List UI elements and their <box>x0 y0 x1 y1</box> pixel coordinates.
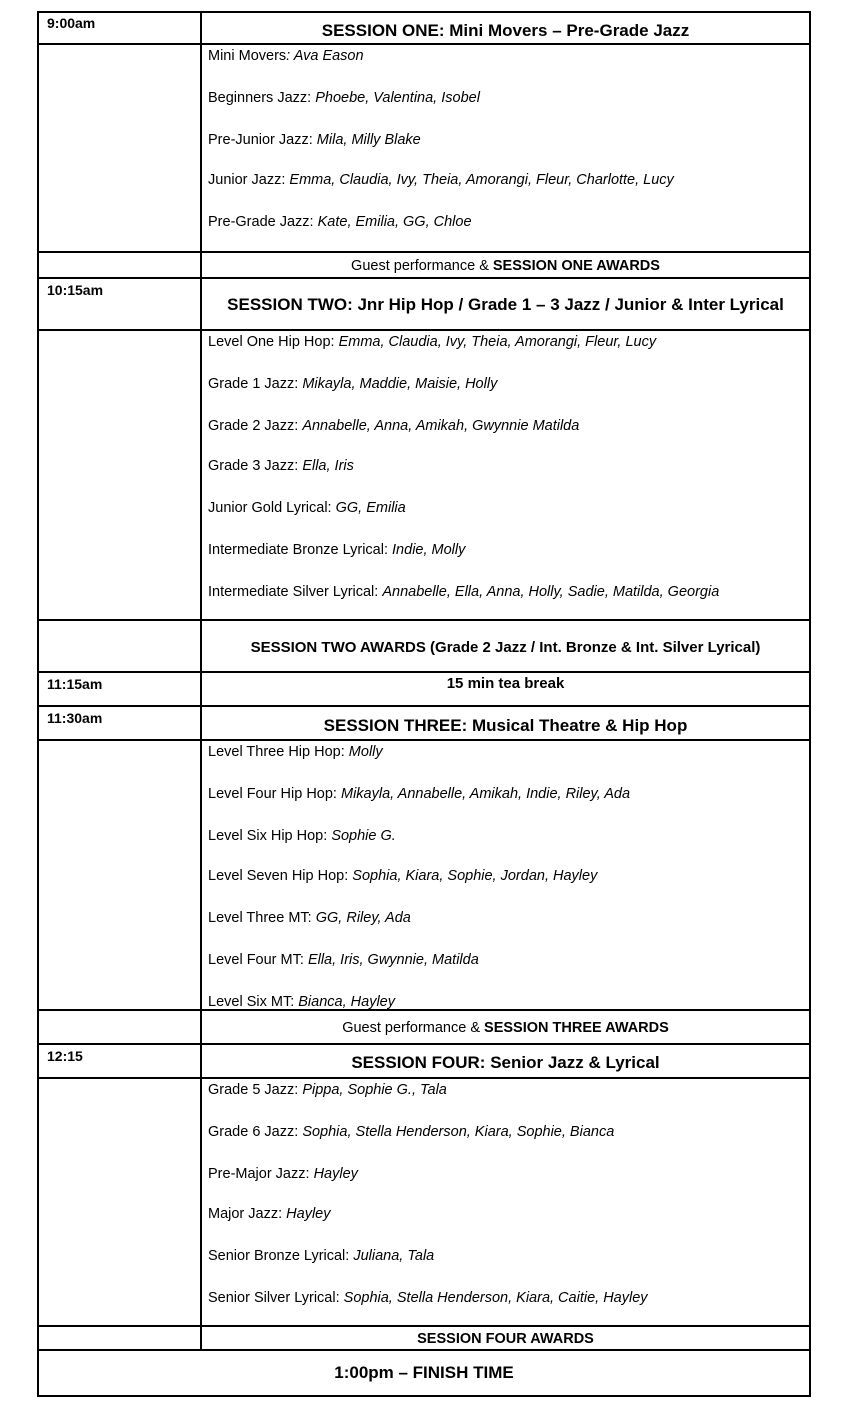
finish-row <box>37 1349 811 1397</box>
session-four-entries-row <box>37 1077 811 1327</box>
awards-cell <box>202 1327 809 1351</box>
title-cell <box>202 1045 809 1079</box>
session-four-title: SESSION FOUR: Senior Jazz & Lyrical <box>351 1053 660 1072</box>
list-item: Level One Hip Hop: Emma, Claudia, Ivy, Theia, Amorangi, Fleur, Lucy <box>208 334 657 350</box>
session-one-awards-row <box>37 251 811 279</box>
time-cell <box>39 1327 202 1351</box>
list-item: Grade 2 Jazz: Annabelle, Anna, Amikah, Gwynnie Matilda <box>208 418 580 434</box>
list-item: Junior Gold Lyrical: GG, Emilia <box>208 500 406 516</box>
list-item: Level Three MT: GG, Riley, Ada <box>208 910 411 926</box>
session-one-title: SESSION ONE: Mini Movers – Pre-Grade Jazz <box>321 20 690 40</box>
session-four-awards-row <box>37 1325 811 1351</box>
list-item: Level Three Hip Hop: Molly <box>208 744 383 760</box>
session-two-time: 10:15am <box>47 282 104 298</box>
list-item: Major Jazz: Hayley <box>208 1206 331 1222</box>
list-item: Junior Jazz: Emma, Claudia, Ivy, Theia, Amorangi, Fleur, Charlotte, Lucy <box>208 172 674 188</box>
session-three-header-row <box>37 705 811 741</box>
list-item: Intermediate Bronze Lyrical: Indie, Molly <box>208 542 466 558</box>
session-three-awards: Guest performance & SESSION THREE AWARDS <box>342 1020 669 1036</box>
list-item: Level Four MT: Ella, Iris, Gwynnie, Matilda <box>208 952 479 968</box>
list-item: Pre-Junior Jazz: Mila, Milly Blake <box>208 132 421 148</box>
list-item: Mini Movers: Ava Eason <box>208 48 364 64</box>
session-two-entries-row <box>37 329 811 621</box>
time-cell <box>39 1079 202 1327</box>
awards-cell <box>202 1011 809 1045</box>
list-item: Level Four Hip Hop: Mikayla, Annabelle, Amikah, Indie, Riley, Ada <box>208 786 631 802</box>
session-one-entries-row <box>37 43 811 253</box>
session-three-title: SESSION THREE: Musical Theatre & Hip Hop <box>323 716 688 735</box>
entries-cell <box>202 1079 809 1327</box>
session-four-time: 12:15 <box>47 1048 83 1064</box>
session-one-header-row <box>37 11 811 45</box>
session-three-entries-row <box>37 739 811 1011</box>
list-item: Grade 3 Jazz: Ella, Iris <box>208 458 354 474</box>
time-cell <box>39 13 202 45</box>
title-cell <box>202 279 809 331</box>
list-item: Level Seven Hip Hop: Sophia, Kiara, Sophie, Jordan, Hayley <box>208 868 598 884</box>
list-item: Beginners Jazz: Phoebe, Valentina, Isobel <box>208 90 480 106</box>
session-two-awards-row <box>37 619 811 673</box>
session-one-time: 9:00am <box>47 15 96 31</box>
session-three-time: 11:30am <box>47 710 103 726</box>
finish-time: 1:00pm – FINISH TIME <box>334 1363 514 1382</box>
list-item: Pre-Major Jazz: Hayley <box>208 1166 358 1182</box>
schedule-table <box>37 11 811 1397</box>
time-cell <box>39 741 202 1011</box>
break-cell <box>202 673 809 707</box>
title-cell <box>202 13 809 45</box>
title-cell <box>202 707 809 741</box>
session-two-title: SESSION TWO: Jnr Hip Hop / Grade 1 – 3 Jazz / Junior & Inter Lyrical <box>227 295 784 314</box>
time-cell <box>39 45 202 253</box>
time-cell <box>39 253 202 279</box>
list-item: Pre-Grade Jazz: Kate, Emilia, GG, Chloe <box>208 214 472 230</box>
time-cell <box>39 331 202 621</box>
time-cell <box>39 673 202 707</box>
entries-cell <box>202 741 809 1011</box>
time-cell <box>39 1045 202 1079</box>
list-item: Senior Bronze Lyrical: Juliana, Tala <box>208 1248 435 1264</box>
awards-cell <box>202 621 809 673</box>
session-two-header-row <box>37 277 811 331</box>
list-item: Grade 5 Jazz: Pippa, Sophie G., Tala <box>208 1082 447 1098</box>
tea-break-time: 11:15am <box>47 676 103 692</box>
list-item: Level Six MT: Bianca, Hayley <box>208 994 395 1010</box>
tea-break-row <box>37 671 811 707</box>
list-item: Grade 1 Jazz: Mikayla, Maddie, Maisie, Holly <box>208 376 498 392</box>
session-two-awards: SESSION TWO AWARDS (Grade 2 Jazz / Int. Bronze & Int. Silver Lyrical) <box>250 638 761 656</box>
list-item: Grade 6 Jazz: Sophia, Stella Henderson, Kiara, Sophie, Bianca <box>208 1124 615 1140</box>
tea-break-label: 15 min tea break <box>446 675 565 692</box>
session-one-awards: Guest performance & SESSION ONE AWARDS <box>351 258 660 274</box>
entries-cell <box>202 331 809 621</box>
session-three-awards-row <box>37 1009 811 1045</box>
list-item: Level Six Hip Hop: Sophie G. <box>208 828 396 844</box>
time-cell <box>39 707 202 741</box>
session-four-header-row <box>37 1043 811 1079</box>
time-cell <box>39 1011 202 1045</box>
list-item: Senior Silver Lyrical: Sophia, Stella Henderson, Kiara, Caitie, Hayley <box>208 1290 648 1306</box>
awards-cell <box>202 253 809 279</box>
session-four-awards: SESSION FOUR AWARDS <box>417 1331 594 1347</box>
list-item: Intermediate Silver Lyrical: Annabelle, Ella, Anna, Holly, Sadie, Matilda, Georgia <box>208 584 720 600</box>
entries-cell <box>202 45 809 253</box>
time-cell <box>39 621 202 673</box>
time-cell <box>39 279 202 331</box>
